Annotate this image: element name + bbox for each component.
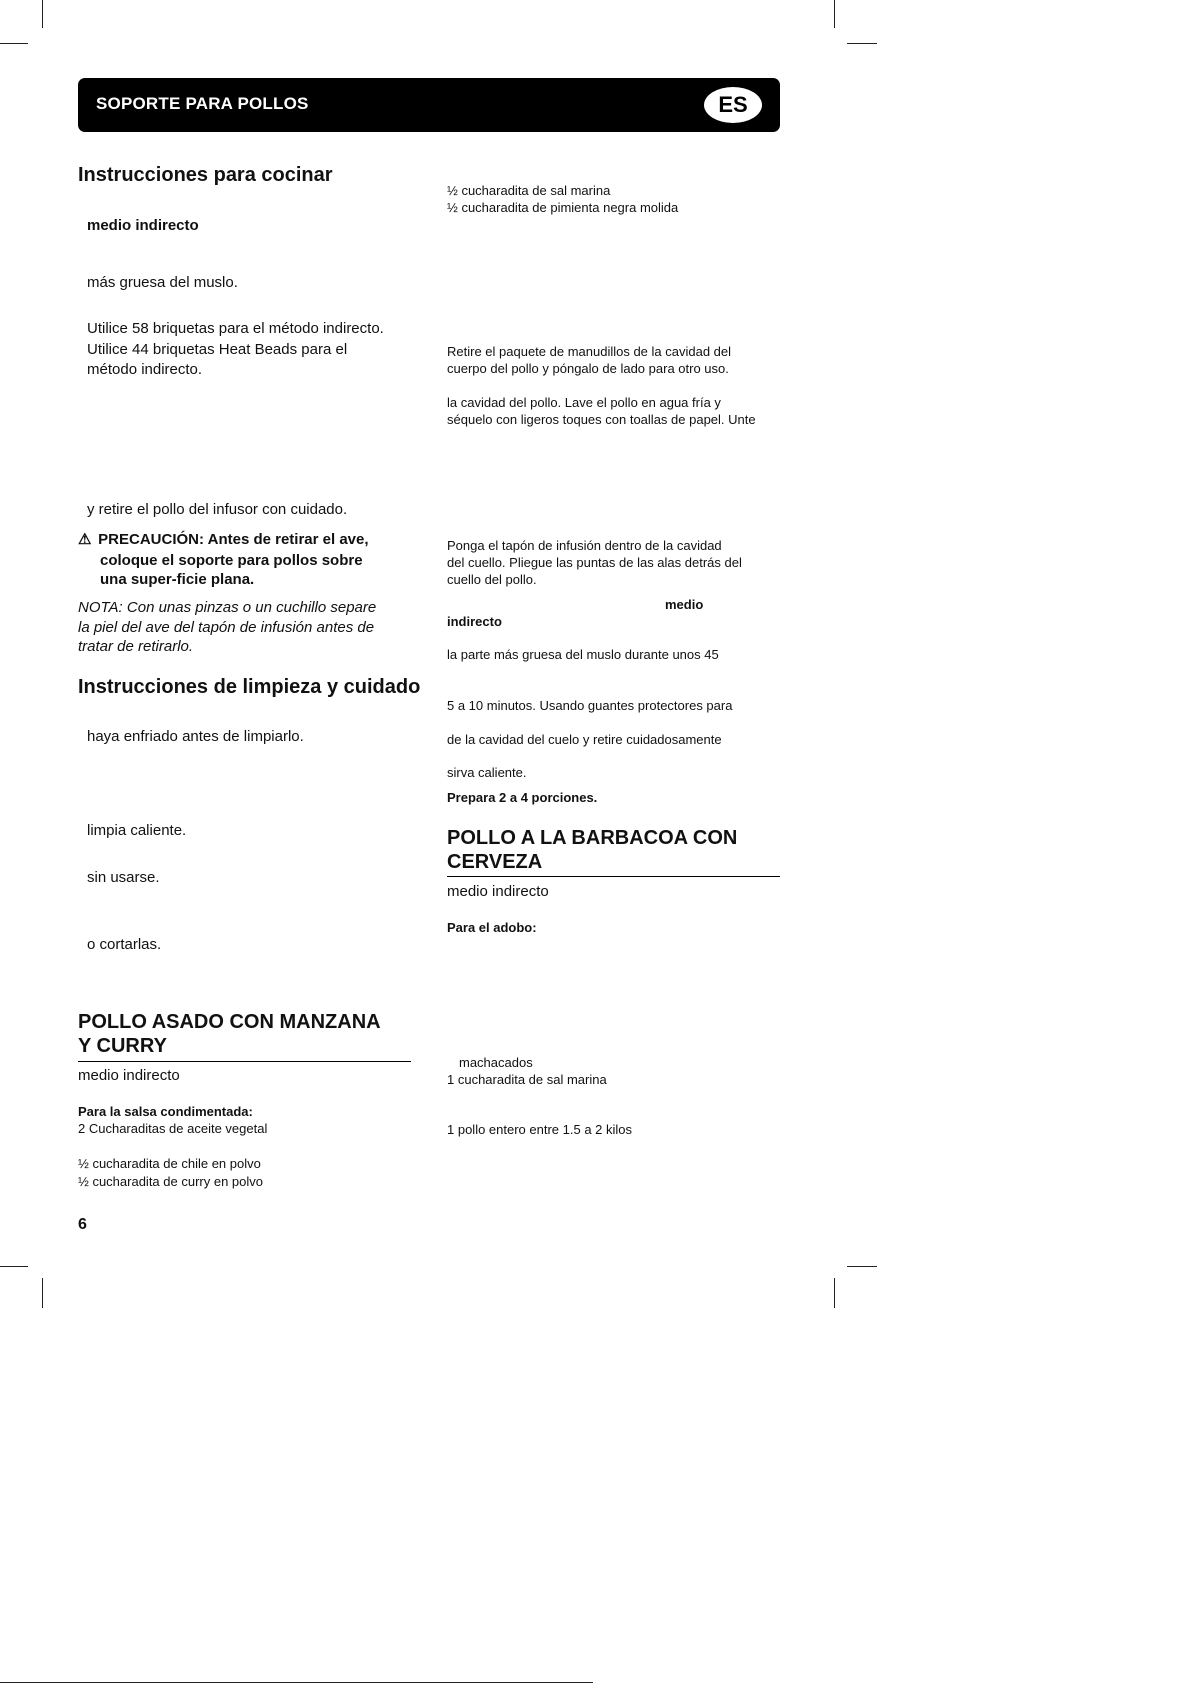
language-badge: ES — [704, 87, 762, 123]
step-text: Ponga el tapón de infusión dentro de la cavidad — [447, 538, 722, 553]
briquette-line: método indirecto. — [87, 361, 203, 378]
step-text: Retire el paquete de manudillos de la cavidad del — [447, 344, 732, 359]
cleaning-text: sin usarse. — [87, 869, 160, 886]
ingredient: 1 pollo entero entre 1.5 a 2 kilos — [447, 1122, 633, 1137]
recipe-title-rule — [447, 876, 780, 877]
step-text: cuerpo del pollo y póngalo de lado para otro uso. — [447, 361, 729, 376]
ingredient: 2 Cucharaditas de aceite vegetal — [78, 1121, 268, 1136]
ingredient: ½ cucharadita de pimienta negra molida — [447, 200, 679, 215]
step-text: sirva caliente. — [447, 765, 527, 780]
sauce-heading: Para la salsa condimentada: — [78, 1104, 253, 1119]
ingredient: ½ cucharadita de sal marina — [447, 183, 611, 198]
crop-mark — [0, 1266, 28, 1267]
cleaning-text: o cortarlas. — [87, 936, 162, 953]
method-label: medio indirecto — [87, 217, 199, 234]
page-number: 6 — [78, 1216, 87, 1233]
step-text: de la cavidad del cuelo y retire cuidadosamente — [447, 732, 722, 747]
note-line: NOTA: Con unas pinzas o un cuchillo separe — [78, 599, 377, 616]
ingredient: ½ cucharadita de chile en polvo — [78, 1156, 261, 1171]
cleaning-instructions-heading: Instrucciones de limpieza y cuidado — [78, 676, 421, 698]
recipe-title-line: POLLO ASADO CON MANZANA — [78, 1011, 381, 1033]
recipe-method: medio indirecto — [78, 1067, 180, 1084]
step-text: la cavidad del pollo. Lave el pollo en agua fría y — [447, 395, 721, 410]
cleaning-text: haya enfriado antes de limpiarlo. — [87, 728, 304, 745]
crop-mark — [42, 1278, 43, 1308]
crop-mark — [0, 43, 28, 44]
portions: Prepara 2 a 4 porciones. — [447, 790, 598, 805]
caution-line: una super-ficie plana. — [100, 571, 255, 588]
step-text: séquelo con ligeros toques con toallas de papel. Unte — [447, 412, 756, 427]
step-text: 5 a 10 minutos. Usando guantes protectores para — [447, 698, 733, 713]
method-word: medio — [665, 597, 704, 612]
section-header-banner — [78, 78, 780, 132]
step-text: cuello del pollo. — [447, 572, 537, 587]
ingredient: ½ cucharadita de curry en polvo — [78, 1174, 263, 1189]
cleaning-text: limpia caliente. — [87, 822, 187, 839]
recipe-title-line: POLLO A LA BARBACOA CON — [447, 827, 738, 849]
recipe-title-line: Y CURRY — [78, 1035, 167, 1057]
recipe-title — [78, 1010, 418, 1058]
note-line: tratar de retirarlo. — [78, 638, 194, 655]
recipe-title — [447, 826, 787, 874]
briquette-line: Utilice 44 briquetas Heat Beads para el — [87, 341, 348, 358]
note-line: la piel del ave del tapón de infusión antes de — [78, 619, 375, 636]
briquette-line: Utilice 58 briquetas para el método indirecto. — [87, 320, 384, 337]
step-text: del cuello. Pliegue las puntas de las alas detrás del — [447, 555, 742, 570]
crop-mark — [42, 0, 43, 28]
crop-mark — [847, 43, 877, 44]
bottom-rule — [0, 1682, 593, 1683]
recipe-method: medio indirecto — [447, 883, 549, 900]
warning-icon: ⚠ — [78, 531, 92, 548]
section-title: SOPORTE PARA POLLOS — [96, 94, 309, 113]
ingredient: 1 cucharadita de sal marina — [447, 1072, 607, 1087]
instruction-text: más gruesa del muslo. — [87, 274, 238, 291]
marinade-heading: Para el adobo: — [447, 920, 537, 935]
caution-line: coloque el soporte para pollos sobre — [100, 552, 363, 569]
recipe-title-line: CERVEZA — [447, 851, 543, 873]
cooking-instructions-heading: Instrucciones para cocinar — [78, 164, 333, 186]
caution-text: PRECAUCIÓN: Antes de retirar el ave, — [98, 531, 369, 548]
caution-line — [78, 530, 369, 550]
ingredient: machacados — [459, 1055, 533, 1070]
recipe-title-rule — [78, 1061, 411, 1062]
crop-mark — [834, 0, 835, 28]
method-word: indirecto — [447, 614, 502, 629]
crop-mark — [847, 1266, 877, 1267]
instruction-text: y retire el pollo del infusor con cuidado. — [87, 501, 348, 518]
crop-mark — [834, 1278, 835, 1308]
step-text: la parte más gruesa del muslo durante unos 45 — [447, 647, 719, 662]
